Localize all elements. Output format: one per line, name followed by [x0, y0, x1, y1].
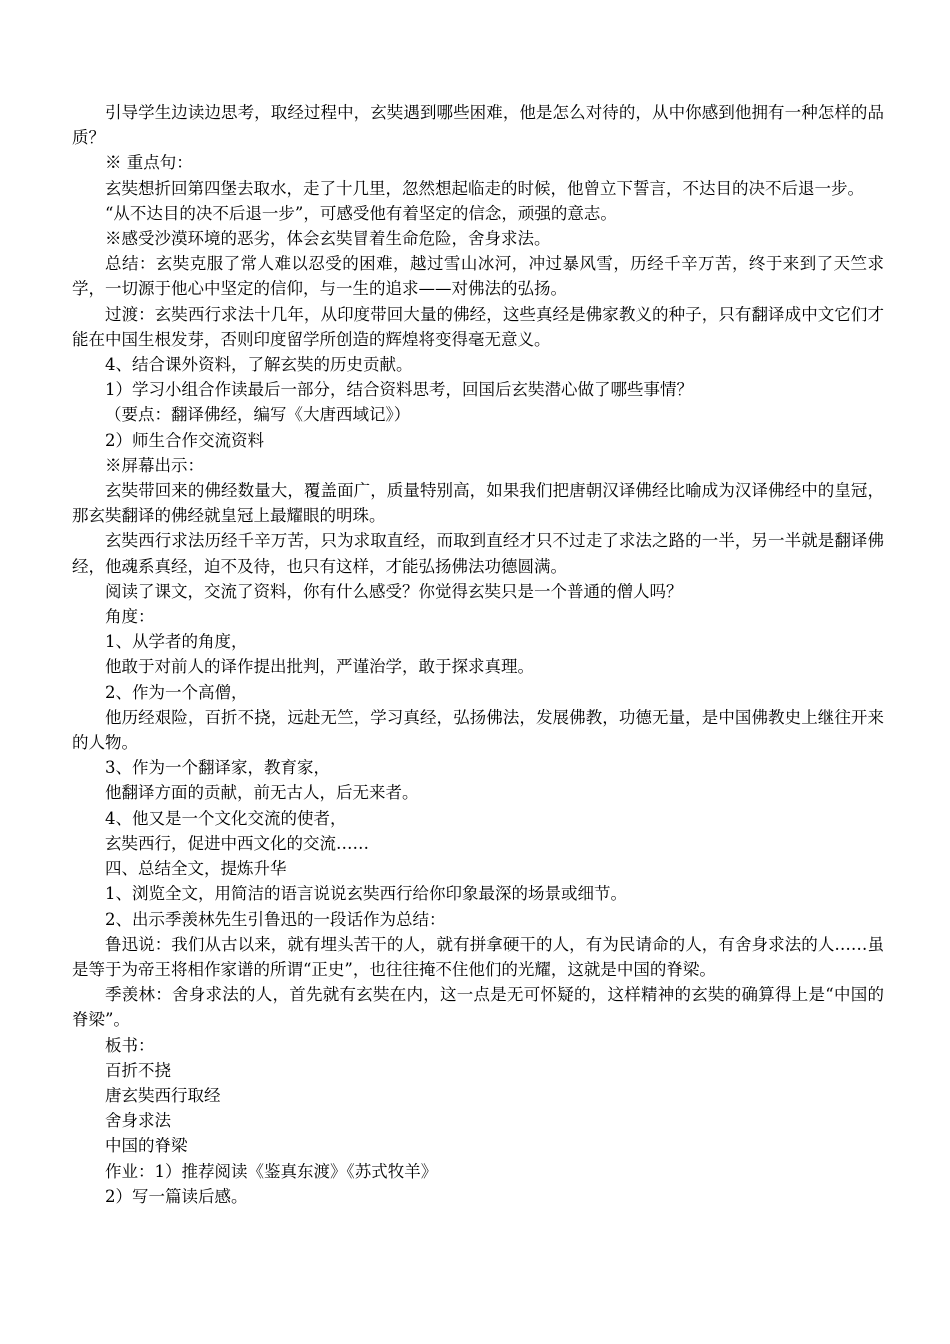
board-heading: 板书：	[105, 1035, 155, 1055]
document-body	[72, 100, 884, 1209]
paragraph: 总结：玄奘克服了常人难以忍受的困难，越过雪山冰河，冲过暴风雪，历经千辛万苦，终于来到了天竺求学，一切源于他心中坚定的信仰，与一生的追求——对佛法的弘扬。	[72, 254, 884, 299]
paragraph: ※感受沙漠环境的恶劣，体会玄奘冒着生命危险，舍身求法。	[105, 229, 551, 249]
paragraph: 玄奘西行求法历经千辛万苦，只为求取直经，而取到直经才只不过走了求法之路的一半，另一半就是翻译佛经，他魂系真经，迫不及待，也只有这样，才能弘扬佛法功德圆满。	[72, 531, 884, 576]
paragraph: ※屏幕出示：	[105, 455, 204, 475]
homework-item: 作业：1）推荐阅读《鉴真东渡》《苏式牧羊》	[105, 1161, 438, 1181]
paragraph: 4、结合课外资料，了解玄奘的历史贡献。	[105, 355, 413, 375]
paragraph: 过渡：玄奘西行求法十几年，从印度带回大量的佛经，这些真经是佛家教义的种子，只有翻译成中文它们才能在中国生根发芽，否则印度留学所创造的辉煌将变得毫无意义。	[72, 304, 884, 349]
paragraph: （要点：翻译佛经，编写《大唐西域记》）	[105, 405, 411, 425]
paragraph: 1、浏览全文，用简洁的语言说说玄奘西行给你印象最深的场景或细节。	[105, 884, 627, 904]
paragraph: 2、出示季羡林先生引鲁迅的一段话作为总结：	[105, 909, 446, 929]
paragraph: 角度：	[105, 607, 155, 627]
paragraph: 阅读了课文，交流了资料，你有什么感受？你觉得玄奘只是一个普通的僧人吗？	[105, 581, 683, 601]
quote-paragraph: 季羡林：舍身求法的人，首先就有玄奘在内，这一点是无可怀疑的，这样精神的玄奘的确算得上是“中国的脊梁”。	[72, 985, 884, 1030]
board-item: 百折不挠	[105, 1060, 171, 1080]
paragraph: “从不达目的决不后退一步”，可感受他有着坚定的信念，顽强的意志。	[105, 203, 617, 223]
quote-paragraph: 鲁迅说：我们从古以来，就有埋头苦干的人，就有拼拿硬干的人，有为民请命的人，有舍身求法的人……虽是等于为帝王将相作家谱的所谓“正史”，也往往掩不住他们的光耀，这就是中国的脊梁。	[72, 934, 884, 979]
paragraph: ※ 重点句：	[105, 153, 193, 173]
paragraph: 2）师生合作交流资料	[105, 430, 264, 450]
paragraph: 引导学生边读边思考，取经过程中，玄奘遇到哪些困难，他是怎么对待的，从中你感到他拥有一种怎样的品质？	[72, 103, 884, 148]
paragraph: 玄奘想折回第四堡去取水，走了十几里，忽然想起临走的时候，他曾立下誓言，不达目的决不后退一步。	[105, 178, 864, 198]
paragraph: 他敢于对前人的译作提出批判，严谨治学，敢于探求真理。	[105, 657, 534, 677]
board-item: 舍身求法	[105, 1111, 171, 1131]
paragraph: 玄奘西行，促进中西文化的交流……	[105, 833, 369, 853]
paragraph: 他历经艰险，百折不挠，远赴无竺，学习真经，弘扬佛法，发展佛教，功德无量，是中国佛教史上继往开来的人物。	[72, 707, 884, 753]
paragraph: 3、作为一个翻译家，教育家，	[105, 758, 330, 778]
board-item: 唐玄奘西行取经	[105, 1085, 221, 1105]
paragraph: 1、从学者的角度，	[105, 632, 248, 652]
paragraph: 4、他又是一个文化交流的使者，	[105, 808, 347, 828]
board-item: 中国的脊梁	[105, 1136, 188, 1156]
paragraph: 他翻译方面的贡献，前无古人，后无来者。	[105, 783, 419, 803]
paragraph: 2、作为一个高僧，	[105, 682, 248, 702]
paragraph: 玄奘带回来的佛经数量大，覆盖面广，质量特别高，如果我们把唐朝汉译佛经比喻成为汉译佛经中的皇冠，那玄奘翻译的佛经就皇冠上最耀眼的明珠。	[72, 481, 884, 526]
section-heading: 四、总结全文，提炼升华	[105, 859, 287, 879]
paragraph: 1）学习小组合作读最后一部分，结合资料思考，回国后玄奘潜心做了哪些事情？	[105, 380, 693, 400]
homework-item: 2）写一篇读后感。	[105, 1186, 248, 1206]
